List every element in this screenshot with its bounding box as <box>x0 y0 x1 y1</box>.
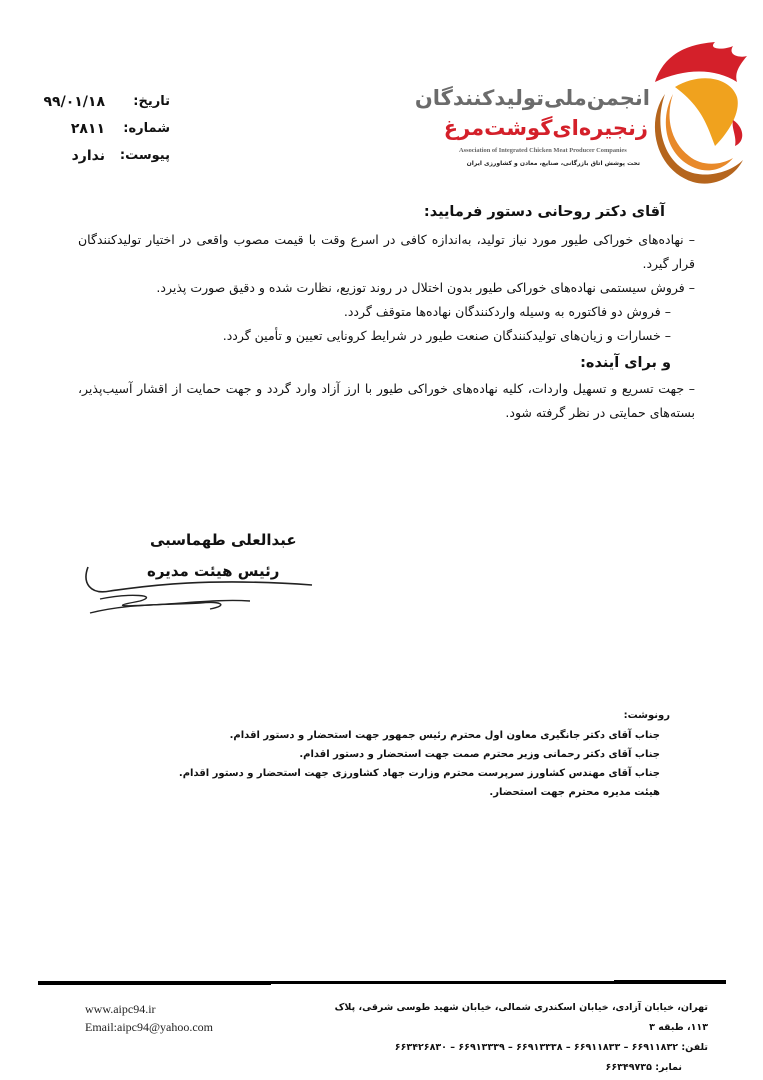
number-value: ۲۸۱۱ <box>70 120 105 137</box>
website-link[interactable]: www.aipc94.ir <box>85 1002 156 1016</box>
logo-english-name: Association of Integrated Chicken Meat Producer Companies <box>459 147 627 154</box>
number-label: شماره: <box>123 121 170 136</box>
attachment-value: ندارد <box>71 147 105 164</box>
logo-title-line1: انجمن‌ملی‌تولیدکنندگان <box>414 86 650 110</box>
logo-title-line2: زنجیره‌ای‌گوشت‌مرغ <box>443 116 648 140</box>
copy-item: هیئت مدیره محترم جهت استحضار. <box>489 787 660 798</box>
footer-phones: تلفن: ۶۶۹۱۱۸۳۲ – ۶۶۹۱۱۸۳۳ – ۶۶۹۱۳۳۳۸ – ۶۶۹۱۳۳۳۹ – ۶۶۳۴۲۶۸۳۰ <box>394 1042 708 1053</box>
attachment-label: پیوست: <box>119 148 170 163</box>
number-row <box>40 115 170 142</box>
attachment-row <box>40 142 170 169</box>
copies-list <box>178 710 670 802</box>
future-paragraph: – جهت تسریع و تسهیل واردات، کلیه نهاده‌های خوراکی طیور با ارز آزاد وارد گردد و جهت حمایت از اقشار آسیب‌پذیر، بسته‌های حمایتی در نظر گرفته شود. <box>78 381 695 420</box>
rooster-icon <box>645 42 750 190</box>
copy-item: جناب آقای دکتر جانگیری معاون اول محترم رئیس جمهور جهت استحضار و دستور اقدام. <box>229 730 660 741</box>
signatory-title: رئیس هیئت مدیره <box>147 562 280 580</box>
copy-item: جناب آقای مهندس کشاورز سرپرست محترم وزارت جهاد کشاورزی جهت استحضار و دستور اقدام. <box>178 768 660 779</box>
email-link[interactable]: Email:aipc94@yahoo.com <box>85 1020 214 1034</box>
letter-meta <box>40 88 170 169</box>
rooster-wattle <box>733 120 743 146</box>
date-label: تاریخ: <box>133 94 170 109</box>
copy-item: جناب آقای دکتر رحمانی وزیر محترم صمت جهت استحضار و دستور اقدام. <box>299 749 660 760</box>
footer-contact-en <box>85 1000 213 1036</box>
date-row <box>40 88 170 115</box>
rooster-head <box>675 78 738 146</box>
footer-contact-fa <box>328 998 708 1078</box>
footer-address: تهران، خیابان آزادی، خیابان اسکندری شمالی، خیابان شهید طوسی شرقی، پلاک ۱۱۳، طبقه ۳ <box>334 1002 708 1033</box>
footer-divider-right <box>614 980 726 984</box>
letter-body <box>78 200 695 425</box>
rooster-comb <box>655 42 747 82</box>
paragraph-2: – فروش سیستمی نهاده‌های خوراکی طیور بدون اختلال در روند توزیع، نظارت شده و دقیق صورت پذیرد. <box>156 280 695 295</box>
paragraph-3: – فروش دو فاکتوره به وسیله واردکنندگان نهاده‌ها متوقف گردد. <box>343 304 671 319</box>
footer-phones-row <box>328 1038 708 1078</box>
copies-label: رونوشت: <box>623 710 670 721</box>
paragraph-4: – خسارات و زیان‌های تولیدکنندگان صنعت طیور در شرایط کرونایی تعیین و تأمین گردد. <box>222 328 671 343</box>
paragraph-1: – نهاده‌های خوراکی طیور مورد نیاز تولید، به‌اندازه کافی در اسرع وقت با قیمت مصوب واقعی در اختیار تولیدکنندگان قرار گیرد. <box>78 232 695 271</box>
footer-fax: نمابر: ۶۶۳۴۹۷۳۵ <box>605 1062 682 1073</box>
footer-divider-left <box>38 983 271 985</box>
signatory-name: عبدالعلی طهماسبی <box>150 531 297 549</box>
logo-subtitle: تحت پوشش اتاق بازرگانی، صنایع، معادن و کشاورزی ایران <box>466 160 640 167</box>
association-logo <box>414 42 750 190</box>
salutation: آقای دکتر روحانی دستور فرمایید: <box>423 204 665 220</box>
date-value: ۹۹/۰۱/۱۸ <box>43 93 105 110</box>
future-heading: و برای آینده: <box>580 355 671 371</box>
